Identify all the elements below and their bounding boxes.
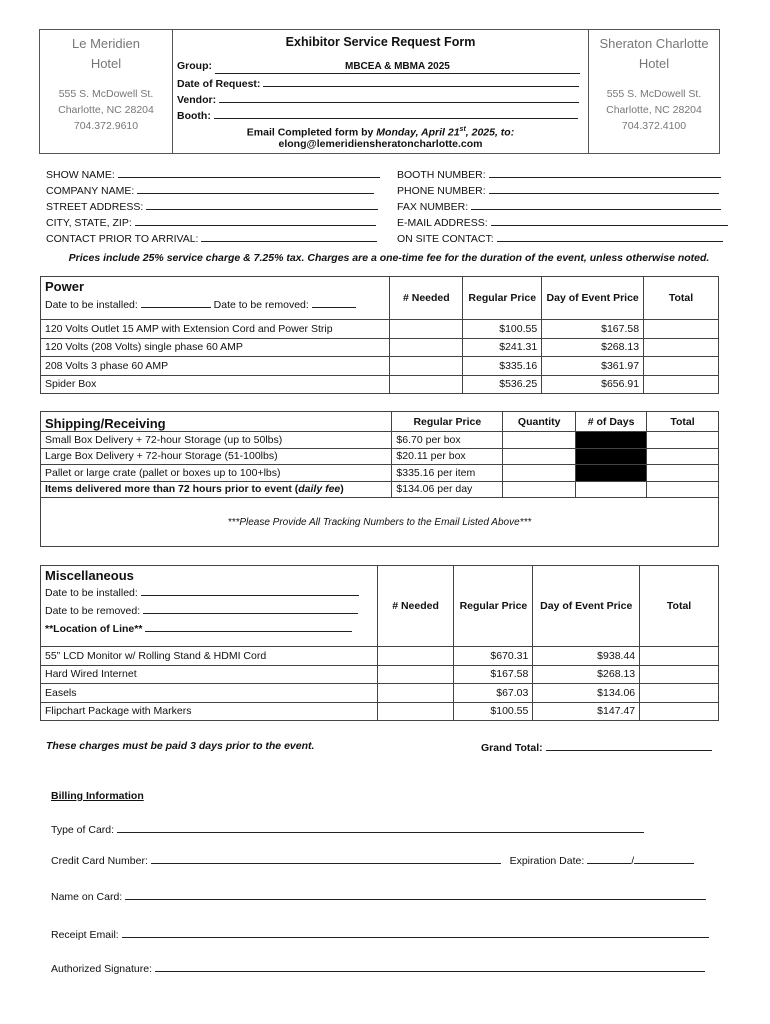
city-state-zip-label: CITY, STATE, ZIP: (46, 217, 132, 229)
sheraton-block (588, 30, 719, 153)
signature-row (51, 961, 705, 975)
misc-item: Easels (41, 684, 378, 703)
company-name-field[interactable] (137, 183, 374, 194)
misc-col-total: Total (640, 566, 719, 647)
form-header (39, 29, 720, 154)
left-hotel-street: 555 S. McDowell St. (58, 88, 154, 100)
vendor-field[interactable] (219, 92, 579, 103)
power-item: 120 Volts (208 Volts) single phase 60 AMP (41, 338, 390, 357)
needed-input[interactable] (377, 684, 454, 703)
form-title-block (173, 30, 588, 153)
signature-field[interactable] (155, 961, 705, 972)
event-price: $938.44 (533, 647, 640, 666)
expiration-year-field[interactable] (634, 853, 694, 864)
city-state-zip-row (46, 215, 376, 229)
total-input[interactable] (644, 320, 719, 339)
needed-input[interactable] (390, 375, 463, 394)
contact-prior-field[interactable] (201, 231, 377, 242)
booth-field[interactable] (214, 108, 578, 119)
power-installed-field[interactable] (141, 297, 211, 308)
quantity-input[interactable] (503, 481, 576, 498)
receipt-email-field[interactable] (122, 927, 709, 938)
grand-total-row (481, 740, 712, 754)
onsite-contact-label: ON SITE CONTACT: (397, 233, 494, 245)
shipping-table (40, 411, 719, 547)
table-row (41, 432, 719, 449)
power-col-regular: Regular Price (463, 277, 542, 320)
shipping-item: Large Box Delivery + 72-hour Storage (51-100lbs) (41, 448, 392, 465)
power-item: 208 Volts 3 phase 60 AMP (41, 357, 390, 376)
le-meridien-block (40, 30, 173, 153)
group-label: Group: (177, 60, 212, 72)
name-on-card-field[interactable] (125, 889, 706, 900)
ship-col-quantity: Quantity (503, 412, 576, 432)
contact-prior-row (46, 231, 377, 245)
table-row (41, 338, 719, 357)
misc-item: Flipchart Package with Markers (41, 702, 378, 721)
group-field[interactable] (215, 61, 580, 74)
signature-label: Authorized Signature: (51, 963, 152, 975)
contact-prior-label: CONTACT PRIOR TO ARRIVAL: (46, 233, 199, 245)
show-name-row (46, 167, 380, 181)
total-input[interactable] (640, 665, 719, 684)
phone-number-row (397, 183, 719, 197)
misc-col-regular: Regular Price (454, 566, 533, 647)
total-input[interactable] (640, 647, 719, 666)
street-address-field[interactable] (146, 199, 378, 210)
misc-installed-label: Date to be installed: (45, 587, 138, 599)
event-price: $656.91 (542, 375, 644, 394)
card-number-row: Credit Card Number: Expiration Date: / (51, 853, 694, 867)
total-input[interactable] (647, 432, 719, 449)
street-address-label: STREET ADDRESS: (46, 201, 144, 213)
show-name-field[interactable] (118, 167, 380, 178)
email-address-row (397, 215, 728, 229)
misc-col-event: Day of Event Price (533, 566, 640, 647)
event-price: $134.06 (533, 684, 640, 703)
right-hotel-name-1: Sheraton Charlotte (599, 36, 709, 51)
card-number-label: Credit Card Number: (51, 855, 148, 867)
table-row (41, 684, 719, 703)
ship-col-regular: Regular Price (392, 412, 503, 432)
right-hotel-name-2: Hotel (638, 56, 670, 71)
receipt-email-label: Receipt Email: (51, 929, 119, 941)
quantity-input[interactable] (503, 465, 576, 482)
form-title: Exhibitor Service Request Form (285, 35, 476, 49)
name-on-card-label: Name on Card: (51, 891, 123, 903)
date-request-label: Date of Request: (177, 78, 261, 90)
right-hotel-street: 555 S. McDowell St. (606, 88, 702, 100)
daily-fee-text: daily fee (298, 483, 341, 496)
city-state-zip-field[interactable] (135, 215, 376, 226)
shipping-price: $20.11 per box (392, 448, 503, 465)
needed-input[interactable] (377, 665, 454, 684)
misc-title: Miscellaneous (45, 568, 134, 583)
misc-item: 55” LCD Monitor w/ Rolling Stand & HDMI Cord (41, 647, 378, 666)
quantity-input[interactable] (503, 448, 576, 465)
needed-input[interactable] (390, 338, 463, 357)
regular-price: $335.16 (463, 357, 542, 376)
name-on-card-row (51, 889, 706, 903)
table-row (41, 481, 719, 498)
show-name-label: SHOW NAME: (46, 169, 115, 181)
power-header-cell (41, 277, 390, 320)
email-instr-text: Email Completed form by (246, 126, 377, 139)
total-input[interactable] (644, 357, 719, 376)
right-hotel-city: Charlotte, NC 28204 (606, 104, 702, 116)
misc-removed-label: Date to be removed: (45, 605, 141, 617)
misc-header-cell (41, 566, 378, 647)
grand-total-field[interactable] (546, 740, 712, 751)
booth-number-row (397, 167, 721, 181)
fax-number-label: FAX NUMBER: (397, 201, 469, 213)
table-row (41, 448, 719, 465)
event-price: $361.97 (542, 357, 644, 376)
vendor-row (177, 92, 579, 106)
street-address-row (46, 199, 378, 213)
needed-input[interactable] (377, 647, 454, 666)
needed-input[interactable] (390, 320, 463, 339)
table-row (41, 465, 719, 482)
table-row (41, 665, 719, 684)
regular-price: $670.31 (454, 647, 533, 666)
expiration-label: Expiration Date: (509, 855, 585, 867)
phone-number-label: PHONE NUMBER: (397, 185, 486, 197)
shipping-price: $134.06 per day (392, 481, 503, 498)
booth-row (177, 108, 578, 122)
total-input[interactable] (644, 375, 719, 394)
daily-item-text: Items delivered more than 72 hours prior to event ( (45, 483, 299, 496)
card-type-field[interactable] (117, 822, 644, 833)
days-blocked (576, 432, 647, 449)
power-table (40, 276, 719, 394)
left-hotel-phone: 704.372.9610 (73, 120, 139, 132)
days-input[interactable] (576, 481, 647, 498)
email-address-field[interactable] (491, 215, 728, 226)
days-blocked (576, 448, 647, 465)
power-item: 120 Volts Outlet 15 AMP with Extension Cord and Power Strip (41, 320, 390, 339)
charges-note: These charges must be paid 3 days prior to the event. (46, 740, 315, 752)
regular-price: $536.25 (463, 375, 542, 394)
left-hotel-name-1: Le Meridien (72, 36, 140, 51)
shipping-item: Pallet or large crate (pallet or boxes up to 100+lbs) (41, 465, 392, 482)
table-row (41, 375, 719, 394)
power-col-total: Total (644, 277, 719, 320)
total-input[interactable] (640, 702, 719, 721)
booth-label: Booth: (177, 110, 211, 122)
shipping-header-cell (41, 412, 392, 432)
needed-input[interactable] (377, 702, 454, 721)
power-col-needed: # Needed (390, 277, 463, 320)
location-field[interactable] (145, 621, 352, 632)
total-input[interactable] (647, 448, 719, 465)
misc-item: Hard Wired Internet (41, 665, 378, 684)
shipping-item-daily (41, 481, 392, 498)
misc-installed-field[interactable] (141, 585, 359, 596)
event-price: $147.47 (533, 702, 640, 721)
regular-price: $241.31 (463, 338, 542, 357)
date-row (177, 76, 579, 90)
power-installed-label: Date to be installed: (45, 299, 138, 311)
power-removed-label: Date to be removed: (213, 299, 309, 311)
date-request-field[interactable] (263, 76, 579, 87)
left-hotel-name-2: Hotel (90, 56, 122, 71)
group-value: MBCEA & MBMA 2025 (345, 61, 450, 72)
due-date-year: , 2025, to: (465, 126, 515, 139)
total-input[interactable] (644, 338, 719, 357)
email-address-label: E-MAIL ADDRESS: (397, 217, 488, 229)
expiration-month-field[interactable] (587, 853, 631, 864)
onsite-contact-row (397, 231, 723, 245)
power-title: Power (45, 279, 85, 294)
shipping-item: Small Box Delivery + 72-hour Storage (up to 50lbs) (41, 432, 392, 449)
billing-title: Billing Information (51, 790, 144, 802)
regular-price: $67.03 (454, 684, 533, 703)
regular-price: $100.55 (463, 320, 542, 339)
shipping-price: $335.16 per item (392, 465, 503, 482)
power-item: Spider Box (41, 375, 390, 394)
needed-input[interactable] (390, 357, 463, 376)
shipping-title: Shipping/Receiving (45, 416, 166, 431)
total-input[interactable] (640, 684, 719, 703)
total-input[interactable] (647, 481, 719, 498)
card-type-label: Type of Card: (51, 824, 115, 836)
power-col-event: Day of Event Price (542, 277, 644, 320)
email-address[interactable]: elong@lemeridiensheratoncharlotte.com (278, 138, 483, 150)
quantity-input[interactable] (503, 432, 576, 449)
booth-number-label: BOOTH NUMBER: (397, 169, 486, 181)
ship-col-total: Total (647, 412, 719, 432)
card-number-field[interactable] (151, 853, 501, 864)
daily-item-close: ) (340, 483, 344, 496)
misc-col-needed: # Needed (377, 566, 454, 647)
price-note: Prices include 25% service charge & 7.25% tax. Charges are a one-time fee for the duration of the event, unless otherwise noted. (68, 252, 710, 264)
due-date: Monday, April 21 (376, 126, 460, 139)
left-hotel-city: Charlotte, NC 28204 (58, 104, 154, 116)
days-blocked (576, 465, 647, 482)
total-input[interactable] (647, 465, 719, 482)
shipping-price: $6.70 per box (392, 432, 503, 449)
power-removed-field[interactable] (312, 297, 356, 308)
misc-table (40, 565, 719, 721)
regular-price: $167.58 (454, 665, 533, 684)
table-row (41, 320, 719, 339)
fax-number-row (397, 199, 721, 213)
grand-total-label: Grand Total: (481, 742, 543, 754)
fax-number-field[interactable] (471, 199, 721, 210)
misc-removed-field[interactable] (143, 603, 358, 614)
receipt-email-row (51, 927, 709, 941)
table-row (41, 357, 719, 376)
due-date-suffix: st (459, 126, 466, 133)
right-hotel-phone: 704.372.4100 (621, 120, 687, 132)
group-row (177, 60, 580, 74)
table-row (41, 647, 719, 666)
booth-number-field[interactable] (489, 167, 721, 178)
onsite-contact-field[interactable] (497, 231, 723, 242)
regular-price: $100.55 (454, 702, 533, 721)
vendor-label: Vendor: (177, 94, 217, 106)
company-name-row (46, 183, 374, 197)
location-label: **Location of Line** (45, 623, 143, 635)
event-price: $268.13 (542, 338, 644, 357)
event-price: $268.13 (533, 665, 640, 684)
phone-number-field[interactable] (489, 183, 719, 194)
ship-col-days: # of Days (576, 412, 647, 432)
event-price: $167.58 (542, 320, 644, 339)
company-name-label: COMPANY NAME: (46, 185, 135, 197)
tracking-note: ***Please Provide All Tracking Numbers to the Email Listed Above*** (41, 498, 719, 547)
table-row (41, 702, 719, 721)
card-type-row (51, 822, 644, 836)
